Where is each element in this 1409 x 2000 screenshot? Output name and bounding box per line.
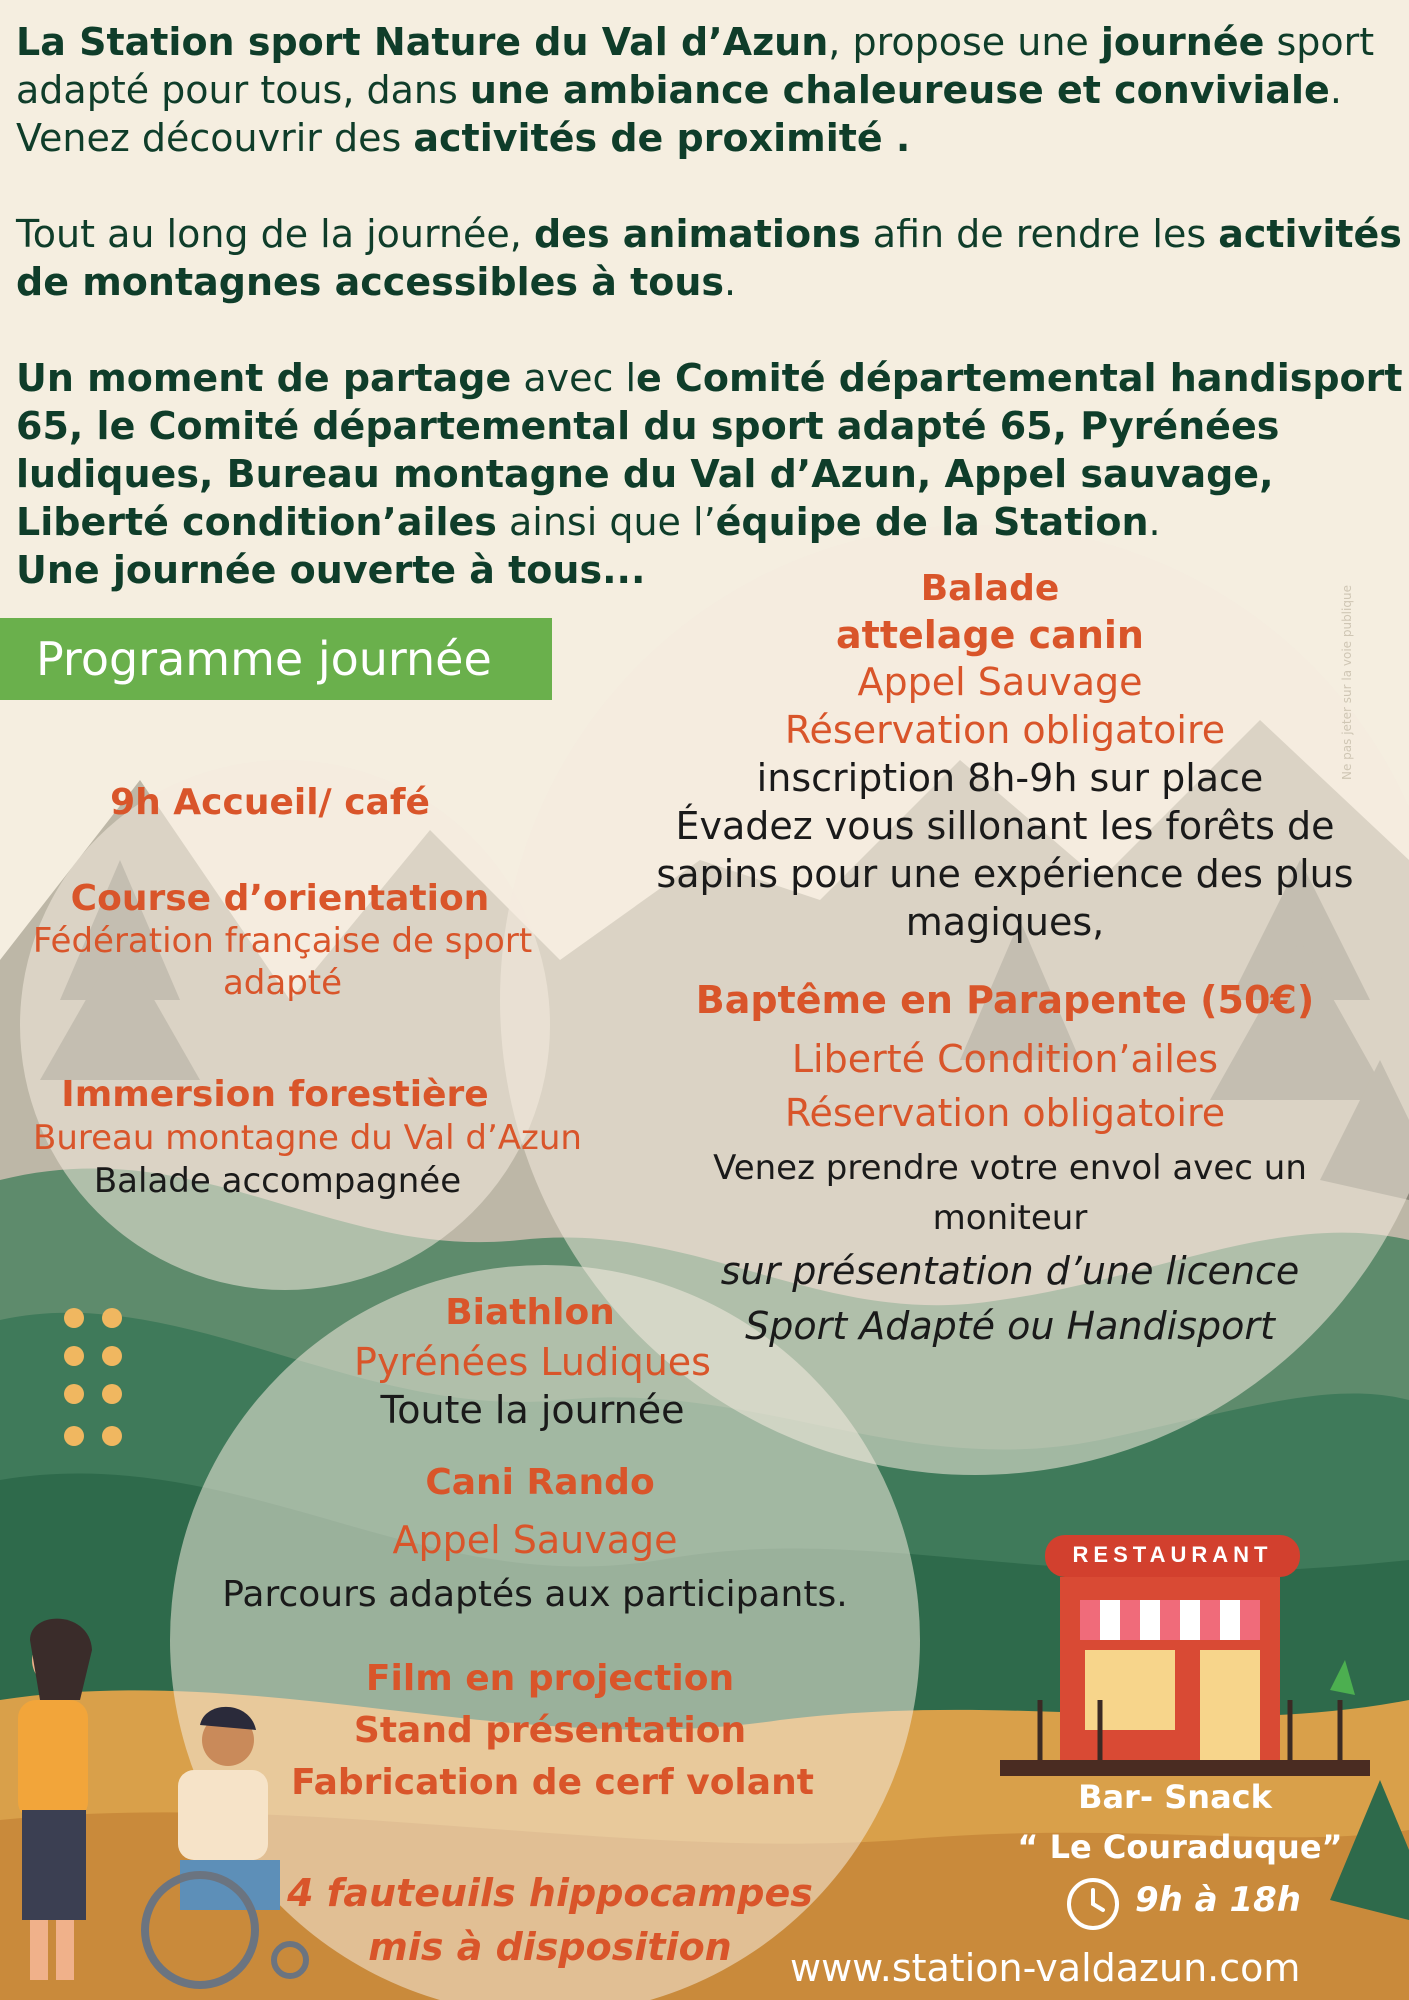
balade-desc: Évadez vous sillonant les forêts de sapins pour une expérience des plus magiques, [656, 804, 1354, 944]
clock-icon [1065, 1876, 1125, 1936]
parapente-resa: Réservation obligatoire [784, 1091, 1226, 1135]
restaurant-name-1: Bar- Snack [1078, 1778, 1272, 1816]
cani-title: Cani Rando [425, 1462, 655, 1503]
biathlon-desc: Toute la journée [380, 1388, 685, 1432]
balade-inscription: inscription 8h-9h sur place [756, 756, 1264, 800]
balade-title-1: Balade [920, 568, 1060, 609]
orientation-org: Fédération française de sport adapté [32, 921, 533, 1003]
intro-paragraph-3: Un moment de partage avec le Comité départemental handisport 65, le Comité départemental du sport adapté 65, Pyrénées ludiques, Bureau montagne du Val d’Azun, Appel sauvage, Liberté condition’ailes ainsi que l’équipe de la Station. [16, 356, 1403, 544]
cani-org: Appel Sauvage [392, 1518, 678, 1562]
fabrication-cerf-volant: Fabrication de cerf volant [291, 1762, 814, 1803]
immersion-desc: Balade accompagnée [93, 1161, 462, 1201]
biathlon-org: Pyrénées Ludiques [354, 1340, 711, 1384]
accueil-title: 9h Accueil/ café [110, 782, 430, 823]
restaurant-sign: RESTAURANT [1072, 1542, 1273, 1567]
intro-paragraph-1: La Station sport Nature du Val d’Azun, propose une journée sport adapté pour tous, dans une ambiance chaleureuse et conviviale. Venez découvrir des activités de proximité . [16, 20, 1375, 160]
balade-org: Appel Sauvage [857, 660, 1143, 704]
balade-title-2: attelage canin [836, 613, 1144, 657]
programme-banner: Programme journée [0, 618, 552, 700]
intro-paragraph-4: Une journée ouverte à tous... [16, 548, 646, 592]
cani-desc: Parcours adaptés aux participants. [222, 1574, 848, 1615]
intro-paragraph-2: Tout au long de la journée, des animations afin de rendre les activités de montagnes accessibles à tous. [16, 212, 1402, 304]
immersion-org: Bureau montagne du Val d’Azun [33, 1118, 582, 1158]
film-projection: Film en projection [365, 1658, 735, 1699]
immersion-title: Immersion forestière [61, 1074, 489, 1115]
intro-text [16, 18, 1406, 594]
legal-watermark: Ne pas jeter sur la voie publique [1340, 585, 1354, 780]
fauteuils-hippocampes: 4 fauteuils hippocampes mis à disposition [287, 1871, 813, 1969]
parapente-desc: Venez prendre votre envol avec un moniteur [713, 1148, 1307, 1238]
stand-presentation: Stand présentation [353, 1710, 747, 1751]
biathlon-title: Biathlon [445, 1292, 615, 1333]
restaurant-hours: 9h à 18h [1135, 1880, 1301, 1920]
restaurant-name-2: “ Le Couraduque” [1017, 1828, 1343, 1866]
balade-resa: Réservation obligatoire [784, 708, 1226, 752]
orientation-title: Course d’orientation [70, 878, 490, 919]
website-link[interactable]: www.station-valdazun.com [790, 1946, 1301, 1990]
parapente-title: Baptême en Parapente (50€) [695, 978, 1315, 1022]
parapente-condition: sur présentation d’une licence Sport Adapté ou Handisport [720, 1249, 1300, 1348]
parapente-org: Liberté Condition’ailes [791, 1037, 1219, 1081]
